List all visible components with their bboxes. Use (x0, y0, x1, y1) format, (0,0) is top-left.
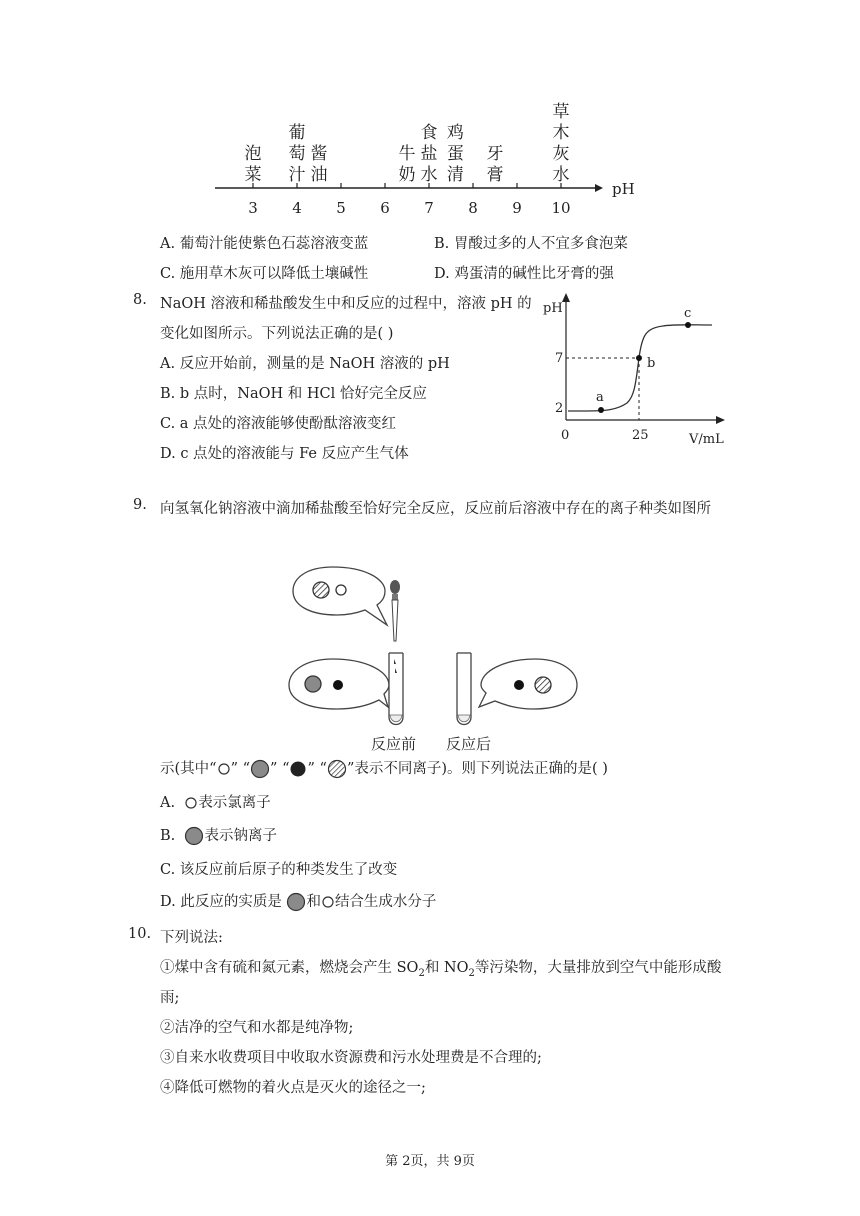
ph-item-label: 鸡蛋清 (446, 123, 464, 185)
q8-option-d[interactable]: D. c 点处的溶液能与 Fe 反应产生气体 (160, 446, 409, 462)
ph-item-label: 食盐水 (420, 123, 438, 185)
chart-ylabel: pH (543, 301, 563, 316)
black-ion-icon (289, 760, 307, 778)
q9-option-a[interactable] (160, 791, 271, 812)
q9-stem-line2: 示(其中“ ” “ ” “ ” “ ”表示不同离子)。则下列说法正确的是( ) (160, 761, 608, 777)
q9-stem-line1: 向氢氧化钠溶液中滴加稀盐酸至恰好完全反应，反应前后溶液中存在的离子种类如图所 (160, 501, 711, 517)
q10-item4: ④降低可燃物的着火点是灭火的途径之一; (160, 1080, 426, 1096)
bubble-after (479, 659, 577, 709)
q9-option-d-prefix: D. 此反应的实质是 (160, 894, 282, 910)
q9-option-c[interactable]: C. 该反应前后原子的种类发生了改变 (160, 862, 398, 878)
point-c-marker (685, 322, 691, 328)
grey-ion-icon (184, 826, 204, 846)
test-tube-after (457, 653, 471, 725)
q7-option-a[interactable]: A. 葡萄汁能使紫色石蕊溶液变蓝 (160, 236, 369, 252)
bubble-dropper (293, 567, 387, 625)
q8-option-a[interactable]: A. 反应开始前，测量的是 NaOH 溶液的 pH (160, 356, 450, 372)
chart-xtick-25: 25 (632, 428, 649, 443)
quote-close-1: ” (230, 761, 238, 777)
q10-item1: ①煤中含有硫和氮元素，燃烧会产生 $SO_2$和 $NO_2$等污染物，大量排放到空气中能形成酸 (160, 960, 722, 979)
hatched-ion-after (535, 677, 551, 693)
ph-axis-label: pH (612, 180, 635, 198)
q10-number: 10. (128, 926, 152, 942)
grey-ion (305, 676, 321, 692)
q8-stem-line2: 变化如图所示。下列说法正确的是( ) (160, 326, 394, 342)
ph-curve (568, 325, 712, 411)
label-before: 反应前 (371, 735, 417, 753)
page-footer: 第 2页，共 9页 (385, 1154, 475, 1169)
chart-ytick-2: 2 (555, 401, 564, 416)
ph-item-label: 酱油 (310, 144, 328, 185)
grey-ion-icon (286, 892, 306, 912)
ph-tick-label: 4 (292, 199, 302, 217)
q9-number: 9. (133, 497, 147, 513)
ph-scale-figure (200, 100, 650, 225)
chart-xlabel: V/mL (689, 432, 724, 447)
black-ion (333, 680, 343, 690)
ph-curve-chart (535, 290, 735, 452)
black-ion-after (514, 680, 524, 690)
chart-origin: 0 (561, 428, 570, 443)
quote-close-2: ” (270, 761, 278, 777)
chart-ytick-7: 7 (555, 351, 564, 366)
ph-item-label: 牙膏 (486, 144, 504, 185)
dropper-tube (392, 600, 398, 641)
q8-stem-line1: NaOH 溶液和稀盐酸发生中和反应的过程中，溶液 pH 的 (160, 296, 532, 312)
test-tube-before (389, 653, 403, 725)
q9-stem-post: 表示不同离子)。则下列说法正确的是( ) (354, 761, 608, 777)
grey-ion-icon (250, 759, 270, 779)
q9-option-d-mid: 和 (306, 894, 321, 910)
q9-option-a-text: 表示氯离子 (198, 795, 271, 811)
quote-close-4: ” (346, 761, 355, 777)
ph-item-label: 草木灰水 (552, 102, 570, 185)
ph-tick-label: 10 (551, 199, 571, 217)
ph-item-label: 泡菜 (244, 144, 262, 185)
point-c-label: c (684, 306, 692, 321)
q9-option-d-post: 结合生成水分子 (334, 894, 437, 910)
q10-item1-cont: 雨; (160, 990, 180, 1006)
q10-stem: 下列说法: (160, 930, 223, 946)
q7-option-d[interactable]: D. 鸡蛋清的碱性比牙膏的强 (434, 266, 614, 282)
ph-tick-label: 5 (336, 199, 346, 217)
q8-option-c[interactable]: C. a 点处的溶液能够使酚酞溶液变红 (160, 416, 397, 432)
q8-option-b[interactable]: B. b 点时，NaOH 和 HCl 恰好完全反应 (160, 386, 427, 402)
q9-option-b-prefix: B. (160, 828, 176, 844)
label-after: 反应后 (446, 735, 492, 753)
q9-option-b-text: 表示钠离子 (204, 828, 277, 844)
point-a-marker (598, 407, 604, 413)
ph-tick-label: 6 (380, 199, 390, 217)
ph-item-label: 葡萄汁 (288, 123, 306, 185)
hollow-ion-icon (217, 762, 231, 776)
ph-tick-label: 3 (248, 199, 258, 217)
dropper-bulb-icon (390, 580, 400, 594)
q10-item3: ③自来水收费项目中收取水资源费和污水处理费是不合理的; (160, 1050, 542, 1066)
hatched-ion-icon (327, 759, 347, 779)
q8-number: 8. (133, 292, 147, 308)
point-b-label: b (647, 356, 656, 371)
hatched-ion (313, 582, 329, 598)
quote-close-3: ” (307, 761, 315, 777)
hollow-ion-icon (184, 796, 198, 810)
ph-tick-label: 7 (424, 199, 434, 217)
q9-option-d[interactable] (160, 890, 436, 912)
point-a-label: a (596, 390, 604, 405)
q7-option-b[interactable]: B. 胃酸过多的人不宜多食泡菜 (434, 236, 628, 252)
ph-tick-label: 8 (468, 199, 478, 217)
q9-option-b[interactable] (160, 824, 277, 846)
q10-item2: ②洁净的空气和水都是纯净物; (160, 1020, 354, 1036)
q9-stem-pre: 示(其中“ (160, 761, 217, 777)
point-b-marker (636, 355, 642, 361)
reaction-diagram (285, 555, 585, 755)
q7-option-c[interactable]: C. 施用草木灰可以降低土壤碱性 (160, 266, 369, 282)
hollow-ion-icon (321, 895, 335, 909)
q9-option-a-prefix: A. (160, 795, 176, 811)
ph-item-label: 牛奶 (398, 144, 416, 185)
hollow-ion (336, 585, 346, 595)
ph-tick-label: 9 (512, 199, 522, 217)
